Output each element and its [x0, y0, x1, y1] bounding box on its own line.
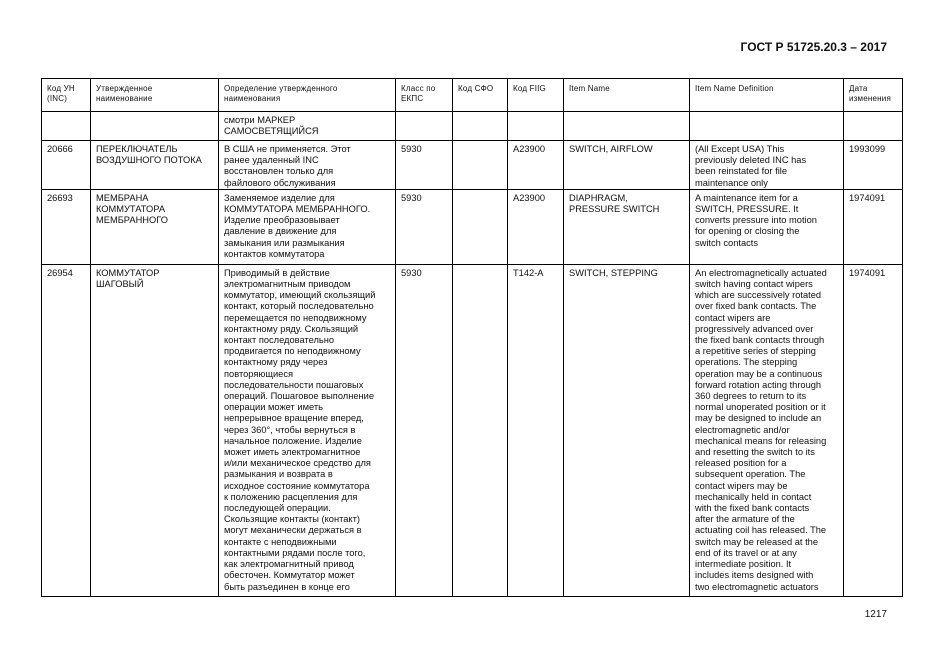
- cell-class: 5930: [396, 141, 453, 190]
- col-header-fiig: Код FIIG: [508, 79, 564, 112]
- col-header-item-definition: Item Name Definition: [690, 79, 844, 112]
- cell-inc: 26954: [42, 264, 91, 596]
- cell-item-name: [564, 112, 690, 141]
- cell-sfo: [453, 189, 508, 264]
- cell-class: 5930: [396, 264, 453, 596]
- cell-definition: Приводимый в действие электромагнитным приводом коммутатор, имеющий скользящий контакт, который последовательно перемещается по неподвижному контактному ряду. Скользящий контакт последовательно продвигается по неподвижному контактному ряду через повторяющиеся последовательности пошаговых операций. Пошаговое выполнение операции может иметь непрерывное вращение вперед, через 360°, чтобы вернуться в начальное положение. Изделие может иметь электромагнитное и/или механическое средство для размыкания и возврата в исходное состояние коммутатора к положению расцепления для последующей операции. Скользящие контакты (контакт) могут механически держаться в контакте с неподвижными контактными рядами после того, как электромагнитный привод обесточен. Коммутатор может быть разъединен в конце его: [219, 264, 396, 596]
- cell-approved-name: МЕМБРАНА КОММУТАТОРА МЕМБРАННОГО: [91, 189, 219, 264]
- cell-sfo: [453, 141, 508, 190]
- col-header-sfo: Код СФО: [453, 79, 508, 112]
- cell-approved-name: [91, 112, 219, 141]
- table-row: [42, 264, 903, 596]
- col-header-date: Дата изменения: [844, 79, 903, 112]
- cell-item-definition: (All Except USA) This previously deleted INC has been reinstated for file maintenance only: [690, 141, 844, 190]
- cell-approved-name: КОММУТАТОР ШАГОВЫЙ: [91, 264, 219, 596]
- cell-fiig: A23900: [508, 189, 564, 264]
- cell-inc: 26693: [42, 189, 91, 264]
- cell-class: 5930: [396, 189, 453, 264]
- cell-item-name: SWITCH, STEPPING: [564, 264, 690, 596]
- cell-class: [396, 112, 453, 141]
- cell-date: 1993099: [844, 141, 903, 190]
- cell-inc: [42, 112, 91, 141]
- table-row: [42, 141, 903, 190]
- table-row: [42, 189, 903, 264]
- standard-number: ГОСТ Р 51725.20.3 – 2017: [740, 40, 887, 54]
- cell-approved-name: ПЕРЕКЛЮЧАТЕЛЬ ВОЗДУШНОГО ПОТОКА: [91, 141, 219, 190]
- cell-item-definition: [690, 112, 844, 141]
- cell-date: [844, 112, 903, 141]
- cell-item-name: SWITCH, AIRFLOW: [564, 141, 690, 190]
- cell-date: 1974091: [844, 264, 903, 596]
- cell-fiig: A23900: [508, 141, 564, 190]
- cell-date: 1974091: [844, 189, 903, 264]
- page-number: 1217: [864, 609, 887, 620]
- col-header-definition: Определение утвержденного наименования: [219, 79, 396, 112]
- col-header-item-name: Item Name: [564, 79, 690, 112]
- table-header-row: [42, 79, 903, 112]
- cell-definition: смотри МАРКЕР САМОСВЕТЯЩИЙСЯ: [219, 112, 396, 141]
- cell-item-definition: An electromagnetically actuated switch having contact wipers which are successively rotated over fixed bank contacts. The contact wipers are progressively advanced over the fixed bank contacts through a repetitive series of stepping operations. The stepping operation may be a continuous forward rotation acting through 360 degrees to return to its normal unoperated position or it may be designed to include an electromagnetic and/or mechanical means for releasing and resetting the switch to its released position for a subsequent operation. The contact wipers may be mechanically held in contact with the fixed bank contacts after the armature of the actuating coil has released. The switch may be released at the end of its travel or at any intermediate position. It includes items designed with two electromagnetic actuators: [690, 264, 844, 596]
- col-header-inc: Код УН (INC): [42, 79, 91, 112]
- table-row: [42, 112, 903, 141]
- cell-fiig: [508, 112, 564, 141]
- cell-sfo: [453, 264, 508, 596]
- cell-inc: 20666: [42, 141, 91, 190]
- inc-table: [41, 78, 903, 597]
- col-header-approved-name: Утвержденное наименование: [91, 79, 219, 112]
- cell-item-definition: A maintenance item for a SWITCH, PRESSURE. It converts pressure into motion for opening or closing the switch contacts: [690, 189, 844, 264]
- cell-definition: Заменяемое изделие для КОММУТАТОРА МЕМБРАННОГО. Изделие преобразовывает давление в движение для замыкания или размыкания контактов коммутатора: [219, 189, 396, 264]
- cell-item-name: DIAPHRAGM, PRESSURE SWITCH: [564, 189, 690, 264]
- cell-sfo: [453, 112, 508, 141]
- col-header-class: Класс по ЕКПС: [396, 79, 453, 112]
- cell-fiig: T142-A: [508, 264, 564, 596]
- cell-definition: В США не применяется. Этот ранее удаленный INC восстановлен только для файлового обслуживания: [219, 141, 396, 190]
